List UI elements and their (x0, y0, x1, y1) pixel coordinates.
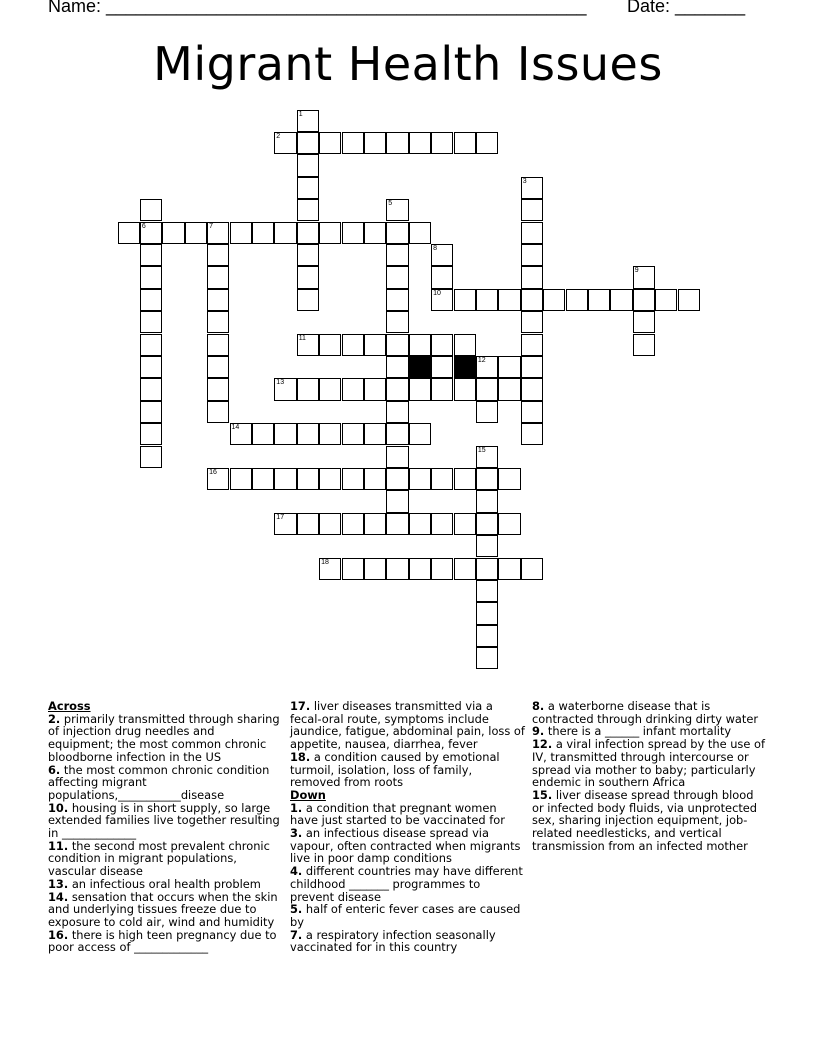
clue-number: 13. (48, 876, 69, 891)
crossword-cell[interactable] (476, 558, 498, 580)
crossword-cell[interactable] (431, 356, 453, 378)
date-field[interactable]: Date: _______ (627, 0, 746, 16)
crossword-cell[interactable] (476, 602, 498, 624)
clue-number: 1. (290, 800, 303, 815)
clue-text: an infectious oral health problem (71, 876, 261, 891)
crossword-cell[interactable] (566, 289, 588, 311)
clue-number: 2. (48, 711, 61, 726)
clue-text: a respiratory infection seasonally vaccinated for in this country (290, 927, 496, 955)
crossword-cell[interactable] (297, 132, 319, 154)
clue-text: sensation that occurs when the skin and underlying tissues freeze due to exposure to cold air, wind and humidity (48, 889, 278, 929)
clue-number-label: 6 (141, 222, 146, 230)
crossword-cell[interactable] (140, 311, 162, 333)
crossword-cell[interactable] (386, 311, 408, 333)
crossword-cell[interactable] (297, 513, 319, 535)
crossword-cell[interactable] (342, 423, 364, 445)
crossword-cell[interactable] (274, 513, 296, 535)
clue-number-label: 13 (276, 379, 285, 387)
crossword-cell[interactable] (431, 266, 453, 288)
crossword-cell[interactable] (297, 423, 319, 445)
clue-number: 11. (48, 838, 69, 853)
crossword-cell[interactable] (498, 558, 520, 580)
crossword-cell[interactable] (319, 222, 341, 244)
crossword-cell[interactable] (476, 356, 498, 378)
crossword-cell[interactable] (297, 378, 319, 400)
crossword-cell[interactable] (521, 311, 543, 333)
crossword-cell[interactable] (207, 378, 229, 400)
clue-text: an infectious disease spread via vapour, often contracted when migrants live in poor damp conditions (290, 826, 521, 866)
crossword-cell[interactable] (207, 401, 229, 423)
crossword-cell[interactable] (364, 378, 386, 400)
page-title: Migrant Health Issues (153, 37, 663, 91)
crossword-cell[interactable] (431, 513, 453, 535)
crossword-cell[interactable] (342, 334, 364, 356)
crossword-cell[interactable] (521, 356, 543, 378)
clue-text: primarily transmitted through sharing of injection drug needles and equipment; the most common chronic bloodborne infection in the US (48, 711, 280, 764)
crossword-cell[interactable] (521, 334, 543, 356)
crossword-cell[interactable] (364, 558, 386, 580)
clue-number: 4. (290, 864, 303, 879)
clue-number: 6. (48, 762, 61, 777)
crossword-cell[interactable] (498, 468, 520, 490)
crossword-cell[interactable] (431, 289, 453, 311)
crossword-cell[interactable] (319, 513, 341, 535)
clue-number: 10. (48, 800, 69, 815)
crossword-cell[interactable] (252, 222, 274, 244)
clue-number-label: 18 (321, 558, 329, 566)
clue-across-16 (48, 929, 283, 954)
clue-across-14 (48, 891, 283, 929)
crossword-cell[interactable] (454, 378, 476, 400)
crossword-cell[interactable] (140, 289, 162, 311)
crossword-cell[interactable] (140, 199, 162, 221)
clue-number-label: 7 (209, 222, 213, 230)
crossword-cell[interactable] (543, 289, 565, 311)
clue-across-6 (48, 764, 283, 802)
clues-column-1 (48, 700, 283, 954)
clue-number: 8. (532, 699, 545, 713)
clue-number-label: 1 (298, 110, 303, 118)
crossword-cell[interactable] (498, 289, 520, 311)
crossword-cell[interactable] (207, 244, 229, 266)
crossword-cell[interactable] (633, 289, 655, 311)
crossword-cell[interactable] (454, 468, 476, 490)
crossword-cell[interactable] (364, 334, 386, 356)
crossword-cell[interactable] (386, 490, 408, 512)
crossword-cell[interactable] (297, 222, 319, 244)
crossword-cell[interactable] (476, 490, 498, 512)
crossword-cell[interactable] (230, 468, 252, 490)
crossword-cell[interactable] (476, 132, 498, 154)
crossword-cell[interactable] (476, 580, 498, 602)
crossword-cell[interactable] (319, 423, 341, 445)
clue-down-1 (290, 802, 525, 827)
crossword-cell[interactable] (476, 625, 498, 647)
clue-across-2 (48, 713, 283, 764)
crossword-cell[interactable] (633, 334, 655, 356)
clue-number-label: 9 (634, 267, 639, 275)
clue-down-7 (290, 929, 525, 954)
crossword-cell[interactable] (297, 199, 319, 221)
crossword-cell[interactable] (364, 423, 386, 445)
crossword-cell[interactable] (140, 266, 162, 288)
clues-column-3 (532, 700, 767, 852)
crossword-cell[interactable] (409, 513, 431, 535)
crossword-cell[interactable] (386, 401, 408, 423)
clue-number-label: 15 (477, 446, 486, 454)
crossword-cell[interactable] (140, 334, 162, 356)
crossword-cell[interactable] (386, 334, 408, 356)
crossword-cell[interactable] (364, 468, 386, 490)
crossword-cell[interactable] (140, 401, 162, 423)
crossword-cell[interactable] (386, 289, 408, 311)
clue-number: 5. (290, 902, 303, 917)
crossword-cell[interactable] (207, 289, 229, 311)
clue-text: there is a ______ infant mortality (547, 724, 732, 739)
clue-text: there is high teen pregnancy due to poor access of _____________ (48, 927, 277, 955)
clue-text: liver disease spread through blood or infected body fluids, via unprotected sex, sharing injection equipment, job-related needlesticks, and vertical transmission from an infected mother (532, 787, 758, 853)
crossword-cell[interactable] (454, 289, 476, 311)
clue-down-5 (290, 903, 525, 928)
clue-text: a condition caused by emotional turmoil, isolation, loss of family, removed from roots (290, 749, 500, 790)
clue-number-label: 16 (209, 468, 217, 476)
crossword-cell[interactable] (588, 289, 610, 311)
crossword-cell[interactable] (431, 132, 453, 154)
crossword-cell[interactable] (454, 558, 476, 580)
clue-text: liver diseases transmitted via a fecal-oral route, symptoms include jaundice, fatigue, abdominal pain, loss of appetite, nausea, diarrhea, fever (290, 699, 525, 752)
crossword-cell[interactable] (207, 334, 229, 356)
clue-number: 12. (532, 737, 553, 752)
crossword-cell[interactable] (140, 423, 162, 445)
crossword-cell[interactable] (521, 222, 543, 244)
clue-text: housing is in short supply, so large extended families live together resulting in _____________ (48, 800, 280, 841)
across-heading: Across (48, 699, 91, 713)
crossword-cell[interactable] (476, 535, 498, 557)
clue-number: 16. (48, 927, 69, 942)
crossword-cell[interactable] (364, 513, 386, 535)
clue-down-12 (532, 738, 767, 789)
black-square (409, 356, 431, 378)
crossword-cell[interactable] (207, 311, 229, 333)
clue-number: 9. (532, 724, 545, 739)
crossword-cell[interactable] (364, 222, 386, 244)
crossword-cell[interactable] (386, 356, 408, 378)
clues-column-2 (290, 700, 525, 954)
name-field[interactable]: Name: ________________________________________________ (48, 0, 587, 16)
crossword-cell[interactable] (274, 423, 296, 445)
crossword-cell[interactable] (476, 446, 498, 468)
clue-text: a condition that pregnant women have just started to be vaccinated for (290, 800, 505, 828)
crossword-cell[interactable] (274, 468, 296, 490)
crossword-cell[interactable] (610, 289, 632, 311)
crossword-cell[interactable] (297, 289, 319, 311)
crossword-cell[interactable] (297, 110, 319, 132)
crossword-cell[interactable] (386, 244, 408, 266)
crossword-cell[interactable] (454, 132, 476, 154)
crossword-cell[interactable] (207, 266, 229, 288)
crossword-cell[interactable] (140, 378, 162, 400)
clue-number-label: 5 (388, 200, 393, 208)
crossword-cell[interactable] (230, 423, 252, 445)
crossword-cell[interactable] (521, 266, 543, 288)
crossword-cell[interactable] (386, 423, 408, 445)
crossword-cell[interactable] (476, 513, 498, 535)
clue-number: 18. (290, 749, 311, 764)
crossword-cell[interactable] (185, 222, 207, 244)
crossword-cell[interactable] (409, 334, 431, 356)
crossword-cell[interactable] (409, 558, 431, 580)
crossword-cell[interactable] (297, 266, 319, 288)
crossword-cell[interactable] (386, 513, 408, 535)
crossword-cell[interactable] (297, 244, 319, 266)
crossword-cell[interactable] (207, 356, 229, 378)
crossword-cell[interactable] (342, 222, 364, 244)
crossword-cell[interactable] (476, 378, 498, 400)
crossword-cell[interactable] (274, 378, 296, 400)
clue-across-10 (48, 802, 283, 840)
clue-down-3 (290, 827, 525, 865)
crossword-cell[interactable] (118, 222, 140, 244)
crossword-cell[interactable] (409, 423, 431, 445)
crossword-cell[interactable] (386, 132, 408, 154)
crossword-cell[interactable] (364, 132, 386, 154)
crossword-cell[interactable] (431, 468, 453, 490)
crossword-cell[interactable] (521, 289, 543, 311)
clue-text: half of enteric fever cases are caused by (290, 902, 521, 929)
clue-number-label: 11 (298, 334, 306, 342)
crossword-cell[interactable] (476, 468, 498, 490)
crossword-cell[interactable] (252, 468, 274, 490)
crossword-cell[interactable] (342, 132, 364, 154)
crossword-cell[interactable] (386, 446, 408, 468)
crossword-cell[interactable] (521, 177, 543, 199)
crossword-cell[interactable] (386, 378, 408, 400)
crossword-cell[interactable] (274, 132, 296, 154)
crossword-cell[interactable] (207, 468, 229, 490)
black-square (454, 356, 476, 378)
crossword-cell[interactable] (521, 558, 543, 580)
clue-number: 17. (290, 699, 311, 713)
clue-number: 14. (48, 889, 69, 904)
down-heading: Down (290, 787, 326, 802)
crossword-cell[interactable] (409, 378, 431, 400)
crossword-cell[interactable] (252, 423, 274, 445)
crossword-cell[interactable] (274, 222, 296, 244)
clue-text: different countries may have different childhood _______ programmes to prevent disease (290, 864, 523, 904)
clue-across-11 (48, 840, 283, 878)
crossword-cell[interactable] (431, 244, 453, 266)
crossword-cell[interactable] (476, 401, 498, 423)
crossword-cell[interactable] (207, 222, 229, 244)
crossword-cell[interactable] (476, 647, 498, 669)
crossword-cell[interactable] (140, 244, 162, 266)
clue-across-18 (290, 751, 525, 789)
crossword-cell[interactable] (140, 446, 162, 468)
crossword-cell[interactable] (409, 222, 431, 244)
crossword-cell[interactable] (297, 154, 319, 176)
crossword-cell[interactable] (521, 244, 543, 266)
crossword-cell[interactable] (409, 468, 431, 490)
crossword-cell[interactable] (319, 334, 341, 356)
crossword-cell[interactable] (431, 558, 453, 580)
clue-number-label: 8 (433, 244, 437, 252)
crossword-cell[interactable] (319, 558, 341, 580)
crossword-cell[interactable] (633, 266, 655, 288)
crossword-cell[interactable] (342, 468, 364, 490)
crossword-cell[interactable] (454, 513, 476, 535)
crossword-cell[interactable] (655, 289, 677, 311)
crossword-cell[interactable] (498, 378, 520, 400)
crossword-cell[interactable] (521, 199, 543, 221)
crossword-cell[interactable] (319, 468, 341, 490)
crossword-cell[interactable] (297, 334, 319, 356)
crossword-cell[interactable] (342, 558, 364, 580)
crossword-cell[interactable] (386, 468, 408, 490)
clue-down-4 (290, 865, 525, 903)
clue-number: 15. (532, 787, 553, 802)
clue-number-label: 3 (522, 177, 527, 185)
crossword-cell[interactable] (476, 289, 498, 311)
crossword-cell[interactable] (498, 356, 520, 378)
crossword-cell[interactable] (678, 289, 700, 311)
clue-number-label: 14 (231, 424, 240, 432)
crossword-cell[interactable] (431, 334, 453, 356)
clue-number: 7. (290, 927, 303, 942)
clue-text: the second most prevalent chronic condition in migrant populations, vascular disease (48, 838, 270, 879)
crossword-cell[interactable] (230, 222, 252, 244)
crossword-cell[interactable] (297, 177, 319, 199)
crossword-cell[interactable] (386, 558, 408, 580)
crossword-cell[interactable] (454, 334, 476, 356)
clue-number-label: 17 (276, 513, 285, 521)
clue-text: the most common chronic condition affecting migrant populations,___________disease (48, 762, 270, 802)
crossword-cell[interactable] (140, 356, 162, 378)
crossword-cell[interactable] (319, 378, 341, 400)
clue-number-label: 12 (477, 356, 486, 364)
crossword-cell[interactable] (297, 468, 319, 490)
crossword-cell[interactable] (431, 378, 453, 400)
crossword-cell[interactable] (521, 401, 543, 423)
clue-number-label: 10 (433, 289, 441, 297)
clue-text: a waterborne disease that is contracted through drinking dirty water (532, 699, 759, 726)
clue-across-17 (290, 700, 525, 751)
crossword-cell[interactable] (319, 132, 341, 154)
crossword-cell[interactable] (342, 513, 364, 535)
crossword-cell[interactable] (633, 311, 655, 333)
crossword-cell[interactable] (386, 266, 408, 288)
crossword-cell[interactable] (521, 423, 543, 445)
crossword-cell[interactable] (409, 132, 431, 154)
crossword-cell[interactable] (498, 513, 520, 535)
clue-number: 3. (290, 826, 303, 841)
crossword-cell[interactable] (140, 222, 162, 244)
crossword-cell[interactable] (342, 378, 364, 400)
crossword-cell[interactable] (386, 199, 408, 221)
clue-text: a viral infection spread by the use of IV, transmitted through intercourse or spread via mother to baby; particularly endemic in southern Africa (532, 737, 765, 790)
clue-number-label: 2 (276, 132, 281, 140)
clue-down-8 (532, 700, 767, 725)
crossword-cell[interactable] (162, 222, 184, 244)
crossword-cell[interactable] (521, 378, 543, 400)
crossword-cell[interactable] (386, 222, 408, 244)
clue-down-15 (532, 789, 767, 853)
